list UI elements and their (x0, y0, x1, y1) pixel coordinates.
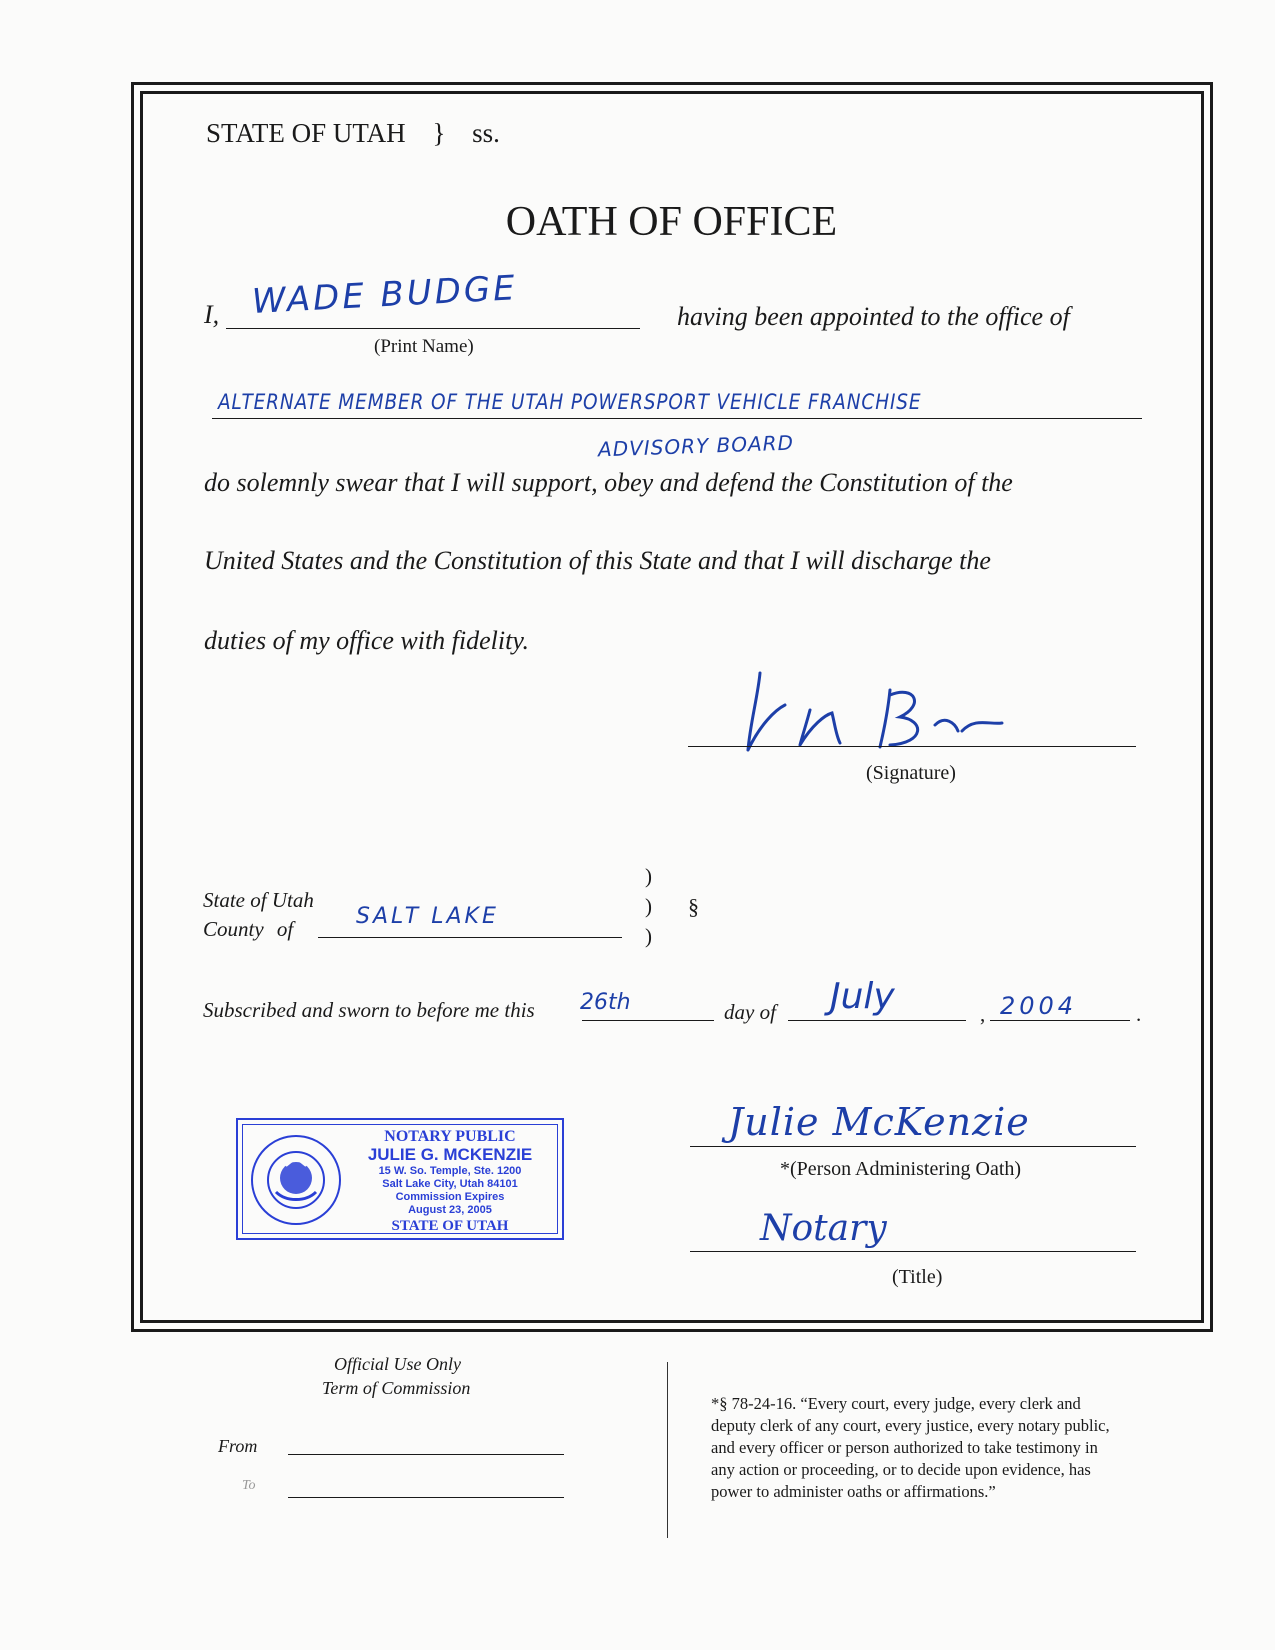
to-line (288, 1497, 564, 1498)
stamp-line5: Commission Expires (395, 1191, 505, 1203)
paren-3: ) (645, 924, 652, 948)
header-brace: } (432, 118, 446, 148)
footnote-line3: and every officer or person authorized to take testimony in (711, 1438, 1098, 1457)
footnote-line1: *§ 78-24-16. “Every court, every judge, every clerk and (711, 1394, 1081, 1413)
title-label: (Title) (892, 1266, 943, 1288)
page-title: OATH OF OFFICE (505, 199, 838, 245)
official-use-heading: Official Use Only (334, 1354, 461, 1374)
state-label: STATE OF UTAH (206, 118, 406, 148)
administrator-line (690, 1146, 1136, 1147)
oath-body-line3: duties of my office with fidelity. (204, 626, 529, 655)
sworn-prefix: Subscribed and sworn to before me this (203, 998, 535, 1022)
sworn-month: July (830, 976, 895, 1017)
section-symbol: § (688, 894, 699, 919)
from-line (288, 1454, 564, 1455)
day-of-label: day of (724, 1000, 776, 1024)
month-line (788, 1020, 966, 1021)
i-prefix: I, (204, 300, 220, 329)
footnote-line2: deputy clerk of any court, every justice, every notary public, (711, 1416, 1110, 1435)
stamp-line4: Salt Lake City, Utah 84101 (382, 1178, 518, 1190)
footer-divider (667, 1362, 668, 1538)
day-line (582, 1020, 714, 1021)
paren-1: ) (645, 864, 652, 888)
term-of-commission-heading: Term of Commission (322, 1378, 471, 1398)
oath-signature (740, 665, 1020, 755)
jurisdiction-state: State of Utah (203, 888, 314, 912)
signature-line (688, 746, 1136, 747)
jurisdiction-county-label: County of (203, 917, 294, 941)
stamp-line6: August 23, 2005 (408, 1204, 492, 1216)
office-line (212, 418, 1142, 419)
from-label: From (218, 1436, 258, 1456)
state-seal-icon (248, 1132, 344, 1228)
oath-body-line2: United States and the Constitution of this State and that I will discharge the (204, 546, 991, 575)
print-name-line (226, 328, 640, 329)
stamp-line7: STATE OF UTAH (391, 1218, 509, 1234)
stamp-line1: NOTARY PUBLIC (384, 1128, 516, 1145)
to-label: To (242, 1478, 256, 1493)
county-line (318, 937, 622, 938)
administrator-label: *(Person Administering Oath) (780, 1158, 1022, 1180)
footnote (711, 1393, 1110, 1503)
title-line (690, 1251, 1136, 1252)
sworn-year: 2004 (1000, 992, 1078, 1020)
office-value-line1: ALTERNATE MEMBER OF THE UTAH POWERSPORT VEHICLE FRANCHISE (218, 390, 922, 414)
oath-body-line1: do solemnly swear that I will support, obey and defend the Constitution of the (204, 468, 1013, 497)
office-value-line2: ADVISORY BOARD (597, 430, 795, 462)
footnote-line4: any action or proceeding, or to decide upon evidence, has (711, 1460, 1091, 1479)
county-value: SALT LAKE (356, 904, 499, 929)
stamp-line2: JULIE G. MCKENZIE (367, 1145, 533, 1164)
signature-label: (Signature) (866, 762, 956, 784)
stamp-line3: 15 W. So. Temple, Ste. 1200 (378, 1165, 522, 1177)
administrator-signature: Julie McKenzie (728, 1100, 1030, 1144)
ss-label: ss. (472, 118, 500, 148)
appointed-text: having been appointed to the office of (677, 302, 1070, 331)
header-state (206, 118, 500, 149)
year-line (990, 1020, 1130, 1021)
sworn-comma: , (980, 1002, 986, 1026)
print-name-label: (Print Name) (374, 336, 474, 357)
footnote-line5: power to administer oaths or affirmations.” (711, 1482, 996, 1501)
sworn-day: 26th (580, 990, 631, 1015)
paren-2: ) (645, 894, 652, 918)
administrator-title: Notary (760, 1208, 887, 1249)
sworn-period: . (1136, 1002, 1142, 1026)
notary-stamp (236, 1118, 564, 1240)
print-name-value: WADE BUDGE (250, 268, 519, 322)
